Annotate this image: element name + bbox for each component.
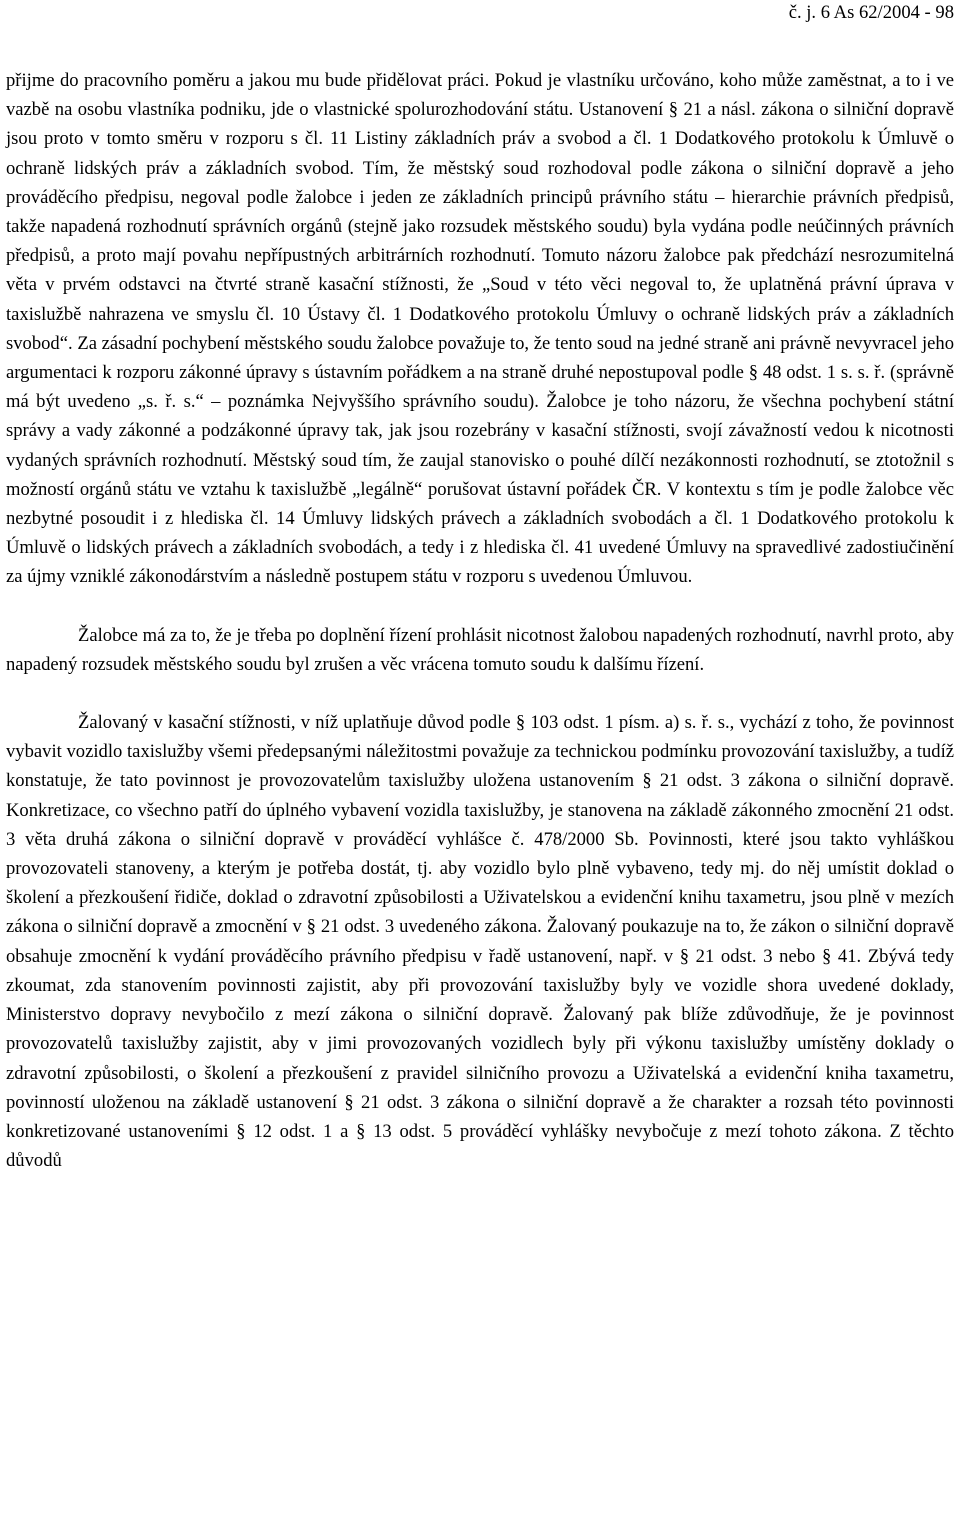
document-body bbox=[6, 66, 954, 1175]
paragraph-plaintiff-argument: přijme do pracovního poměru a jakou mu bude přidělovat práci. Pokud je vlastníku určováno, koho může zaměstnat, a to i ve vazbě na osobu vlastníka podniku, jde o vlastnické spolurozhodování státu. Ustanovení § 21 a násl. zákona o silniční dopravě jsou proto v tomto směru v rozporu s čl. 11 Listiny základních práv a svobod a čl. 1 Dodatkového protokolu k Úmluvě o ochraně lidských práv a základních svobod. Tím, že městský soud rozhodoval podle zákona o silniční dopravě a jeho prováděcího předpisu, negoval podle žalobce i jeden ze základních principů právního státu – hierarchie právních předpisů, takže napadená rozhodnutí správních orgánů (stejně jako rozsudek městského soudu) byla vydána podle neúčinných právních předpisů, a proto mají povahu nepřípustných arbitrárních rozhodnutí. Tomuto názoru žalobce pak předchází nesrozumitelná věta v prvém odstavci na čtvrté straně kasační stížnosti, že „Soud v této věci negoval to, že uplatněná právní úprava v taxislužbě nahrazena ve smyslu čl. 10 Ústavy čl. 1 Dodatkového protokolu Úmluvy o ochraně lidských práv a základních svobod“. Za zásadní pochybení městského soudu žalobce považuje to, že tento soud na jedné straně ani právně nevyvracel jeho argumentaci k rozporu zákonné úpravy s ústavním pořádkem a na straně druhé nepostupoval podle § 48 odst. 1 s. s. ř. (správně má být uvedeno „s. ř. s.“ – poznámka Nejvyššího správního soudu). Žalobce je toho názoru, že všechna pochybení státní správy a vady zákonné a podzákonné úpravy tak, jak jsou rozebrány v kasační stížnosti, svojí závažností vedou k nicotnosti vydaných správních rozhodnutí. Městský soud tím, že zaujal stanovisko o pouhé dílčí nezákonnosti rozhodnutí, se ztotožnil s možností orgánů státu ve vztahu k taxislužbě „legálně“ porušovat ústavní pořádek ČR. V kontextu s tím je podle žalobce věc nezbytné posoudit i z hlediska čl. 14 Úmluvy lidských právech a základních svobodách a čl. 1 Dodatkového protokolu k Úmluvě o lidských právech a základních svobodách, a tedy i z hlediska čl. 41 uvedené Úmluvy na spravedlivé zadostiučinění za újmy vzniklé zákonodárstvím a následně postupem státu v rozporu s uvedenou Úmluvou. bbox=[6, 70, 954, 588]
paragraph-plaintiff-request: Žalobce má za to, že je třeba po doplnění řízení prohlásit nicotnost žalobou napadených rozhodnutí, navrhl proto, aby napadený rozsudek městského soudu byl zrušen a věc vrácena tomuto soudu k dalšímu řízení. bbox=[6, 624, 954, 675]
paragraph-defendant-cassation: Žalovaný v kasační stížnosti, v níž uplatňuje důvod podle § 103 odst. 1 písm. a) s. ř. s., vychází z toho, že povinnost vybavit vozidlo taxislužby všemi předepsanými náležitostmi považuje za technickou podmínku provozování taxislužby, a tudíž konstatuje, že tato povinnost je provozovatelům taxislužby uložena ustanovením § 21 odst. 3 zákona o silniční dopravě. Konkretizace, co všechno patří do úplného vybavení vozidla taxislužby, je stanovena na základě zákonného zmocnění 21 odst. 3 věta druhá zákona o silniční dopravě v prováděcí vyhlášce č. 478/2000 Sb. Povinnosti, které jsou takto vyhláškou provozovateli stanoveny, a kterým je potřeba dostát, tj. aby vozidlo bylo plně vybaveno, tedy mj. do něj umístit doklad o školení a přezkoušení řidiče, doklad o zdravotní způsobilosti a Uživatelskou a evidenční knihu taxametru, jsou plně v mezích zákona o silniční dopravě a zmocnění v § 21 odst. 3 uvedeného zákona. Žalovaný poukazuje na to, že zákon o silniční dopravě obsahuje zmocnění k vydání prováděcího právního předpisu v řadě ustanovení, např. v § 21 odst. 3 nebo § 41. Zbývá tedy zkoumat, zda stanovením povinnosti zajistit, aby při provozování taxislužby byly ve vozidle shora uvedené doklady, Ministerstvo dopravy nevybočilo z mezí zákona o silniční dopravě. Žalovaný pak blíže zdůvodňuje, že je povinnost provozovatelů taxislužby zajistit, aby v jimi provozovaných vozidlech byly při výkonu taxislužby umístěny doklady o zdravotní způsobilosti, o školení a přezkoušení z pravidel silničního provozu a Uživatelská a evidenční kniha taxametru, povinností uloženou na základě ustanovení § 21 odst. 3 zákona o silniční dopravě a že charakter a rozsah této povinnosti konkretizované ustanoveními § 12 odst. 1 a § 13 odst. 5 prováděcí vyhlášky nevybočuje z mezí tohoto zákona. Z těchto důvodů bbox=[6, 712, 954, 1172]
case-number-header: č. j. 6 As 62/2004 - 98 bbox=[788, 2, 954, 23]
